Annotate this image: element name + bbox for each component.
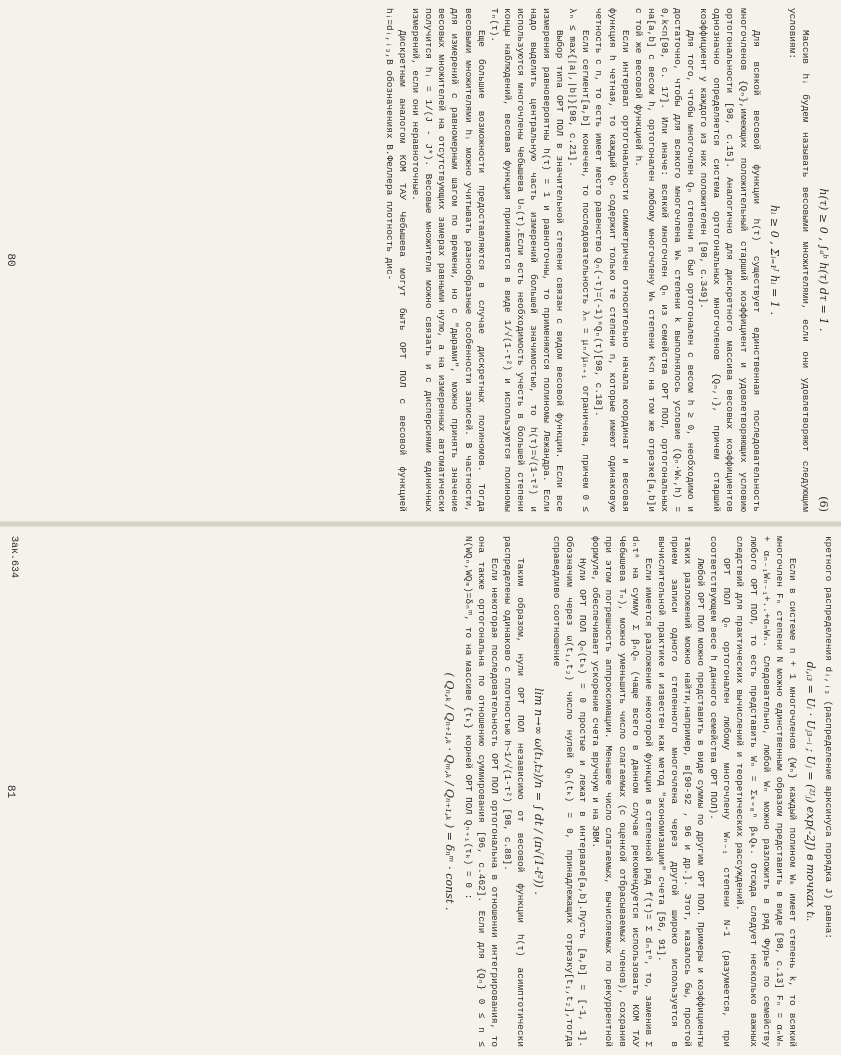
paragraph: Если имеется разложение некоторой функции в степенной ряд f(τ)= Σ dₙτⁿ, то, заменив Σ dₙτⁿ на сумму Σ βₙQₙ (чаще всего в данном случае рекомендуется использовать КОМ ТАУ Чебышева Tₙ), можно уменьшить число слагаемых (с оценкой отбрасываемых членов), сохранив при этом погрешность аппроксимации. Меньшее число слагаемых, вычисляемых по рекуррентной формуле, обеспечивает ускорение счета вручную и на ЭВМ.: [590, 536, 654, 1047]
zeros-limit-formula: lim n→∞ ω(t₁,t₂)/n = ∫ dt / (π√(1-t²)) .: [532, 688, 546, 895]
paragraph: Для всякой весовой функции h(τ) существует единственная последовательность многочленов {Qₙ},имеющих положительный старший коэффициент и удовлетворяющих условию ортогональности [98, с.15]. Аналогично для дискретного массива весовых коэффициентов однозначно определяется система ортогональных многочленов {Qₙ,ᵢ}, причем старший коэффициент у каждого из них положителен [98, с.349].: [698, 8, 762, 512]
page-number: 81: [4, 784, 16, 799]
page-81: [0, 528, 841, 1055]
paragraph: Для того, чтобы многочлен Qₙ степени n был ортогонален с весом h ≥ 0, необходимо и достаточно, чтобы для всякого многочлена Wₖ степени k выполнялось условие (Qₙ·Wₖ,h) = 0,k<n[98, с. 17]. Или иначе: всякий многочлен Qₙ из семейства ОРТ ПОЛ, ортогональных на[a,b] с весом h, ортогонален любому многочлену Wₖ степени k<n на том же отрезке[a,b]и с той же весовой функцией h.: [632, 8, 697, 512]
paragraph: Массив hᵢ будем называть весовыми множителями, если они удовлетворяют следующим условиям:: [786, 8, 811, 512]
paragraph: Если интервал ортогональности симметричен относительно начала координат и весовая функция h четная, то каждый Qₙ содержит только те степени n, которые имеют одинаковую четность с n, то есть имеет место равенство Qₙ(-τ)=(-1)ⁿQₙ(τ)[98, с.18].: [593, 8, 631, 512]
weight-function-formula-text: h(τ) ≥ 0 , ∫ₐᵇ h(τ) dτ = 1 .: [817, 188, 830, 332]
paragraph: ОРТ ПОЛ Qₙ ортогонален любому многочлену Wₙ₋₁ степени N-1 (разумеется, при соответствующем весе h данного семейства ОРТ ПОЛ).: [708, 536, 733, 1047]
orthogonality-sum-formula: ( Qₙ,ₖ / Qₙ₊₁,ₖ · Qₘ,ₖ / Qₙ₊₁,ₖ ) = δₙᵐ · const .: [443, 672, 457, 911]
page-80-text-column: [6, 8, 835, 512]
weight-sum-formula: hᵢ ≥ 0 , Σᵢ₌₁ᴶ hᵢ = 1 .: [767, 204, 781, 316]
page-81-text-column: [6, 536, 835, 1047]
print-order-stamp: Зак.634: [8, 536, 19, 579]
equation-number-6: (6): [817, 496, 830, 512]
paragraph: Дискретным аналогом КОМ ТАУ Чебышева могут быть ОРТ ПОЛ с весовой функцией hᵢ=dᵢ,ᵢ₃,В обозначениях В.Феллера плотность дис-: [384, 8, 409, 512]
paragraph: Если в системе n + 1 многочленов {Wₙ} каждый полином Wₖ имеет степень k, то всякий многочлен Fₙ степени N можно единственным образом представить в виде [98, с.13] Fₙ = αₙWₙ + αₙ₋₁Wₙ₋₁+..+αₙWₙ. Следовательно, любой Wₙ можно разложить в ряд Фурье по семейству любого ОРТ ПОЛ, то есть представить Wₙ = Σₖ₌₀ⁿ βₖQₖ. Отсюда следует несколько важных следствий для практических вычислений и теоретических рассуждений.: [734, 536, 798, 1047]
paragraph: Еще большие возможности предоставляются в случае дискретных полиномов. Тогда весовыми множителями hᵢ можно учитывать разнообразные особенности записей. В частности, для измерений с равномерным шагом по времени, но с "дырами", можно принять значение весовых множителей на отсутствующих замерах равными нулю, а на измеренных автоматически получится hᵢ = 1/(J - J*). Весовые множители можно связать и с дисперсиями единичных измерений, если они неравноточные.: [410, 8, 487, 512]
paragraph: Любой ОРТ ПОЛ можно представить в виде суммы по другим ОРТ ПОЛ. Примеры и коэффициенты таких разложений можно найти,например, в[90-92 , 96 и др.]. Этот, казалось бы, простой прием записи одного степенного многочлена через другой широко используется в вычислительной практике и известен как метод "экономизации" счета [56, 91].: [655, 536, 707, 1047]
weight-function-formula: [817, 8, 830, 512]
paragraph: Нули ОРТ ПОЛ Qₙ(tₖ) = 0 простые и лежат в интервале[a,b].Пусть [a,b] = [-1, 1]. Обозначим через ω(t₁,t₂) число нулей Qₙ(tₖ) = 0, принадлежащих отрезку[t₁,t₂],тогда справедливо соотношение: [551, 536, 589, 1047]
book-gutter: [0, 521, 841, 527]
page-number: 80: [4, 253, 16, 267]
paragraph: Если сегмент[a,b] конечен, то последовательность λₙ = μₙ/μₙ₊₁ ограничена, причем 0 ≤ λₙ ≤ max{|a|,|b|}[98, с.21].: [567, 8, 592, 512]
paragraph: Если некоторая последовательность ОРТ ПОЛ ортогональна в отношении интегрирования, то она также ортогональна по отношению суммирования [96, с.462]. Если для {Qₙ} 0 ≤ n ≤ N(WQₙ,WQₘ)=δₙᵐ, то на массиве {τₖ} корней ОРТ ПОЛ Qₙ₊₁(τₖ) = 0 :: [462, 536, 500, 1047]
page-80: [0, 0, 841, 520]
paragraph: Таким образом, нули ОРТ ПОЛ независимо от весовой функции h(τ) асимптотически распределены одинаково с плотностью h~1/√(1-τ²) [98, с.88].: [501, 536, 526, 1047]
paragraph: Выбор типа ОРТ ПОЛ в значительной степени связан с видом весовой функции. Если все измерения равновероятны h(τ) = 1 и равноточны, то применяются полиномы Лежандра. Если надо выделить центральную часть измерений большей значимостью, то h(τ)=√(1-τ²) и используются многочлены Чебышева Uₙ(τ).Если есть необходимость учесть в большей степени концы наблюдений, весовая функция принимается в виде 1/√(1-τ²) и используются полиномы Tₙ(τ).: [488, 8, 566, 512]
arcsine-distribution-formula: dᵢ,ᵢ₃ = Uᵢ · Uⱼ₃₋ᵢ ; Uⱼ = (²ᴶⱼ) exp(-2J) в точках tᵢ.: [803, 661, 817, 922]
page-80-rotated-content: [0, 0, 841, 520]
page-81-rotated-content: [0, 528, 841, 1055]
paragraph: кретного распределения dᵢ,ᵢ₃ (распределение арксинуса порядка J) равна:: [823, 536, 834, 939]
